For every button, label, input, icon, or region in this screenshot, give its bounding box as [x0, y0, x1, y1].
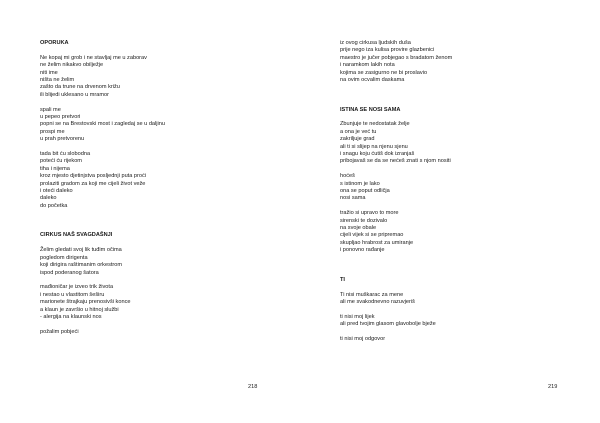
verse-line: niti ime: [40, 69, 58, 76]
verse-line: ti nisi moj odgovor: [340, 336, 386, 343]
stanza: [40, 151, 270, 210]
stanza: [40, 329, 270, 336]
verse-line: i ponovno rađanje: [340, 247, 385, 254]
verse-line: nosi sama: [340, 195, 366, 202]
verse-line: u pepeo pretvori: [40, 114, 81, 121]
verse-line: tiha i nijema: [40, 165, 70, 172]
right-page-text-column: [340, 40, 570, 344]
verse-line: kojima se zasigurno ne bi proslavio: [340, 69, 428, 76]
poem-title: CIRKUS NAŠ SVAGDAŠNJI: [40, 232, 113, 239]
stanza: [340, 121, 570, 165]
verse-line: daleko: [40, 195, 57, 202]
verse-line: ona se poput odličja: [340, 188, 390, 195]
page-number: 219: [548, 384, 558, 390]
verse-line: marionete štrajkaju prenosivši konce: [40, 299, 131, 306]
stanza: [340, 40, 570, 84]
verse-line: na ovim ocvalim daskama: [340, 77, 405, 84]
verse-line: kroz mjesto djetinjstva posljednji puta proći: [40, 173, 147, 180]
verse-line: Zbunjuje te nedostatak želje: [340, 121, 410, 128]
verse-line: ti nisi moj lijek: [340, 313, 375, 320]
verse-line: hoćeš: [340, 173, 355, 180]
verse-line: ali ti si slijep na njenu sjenu: [340, 143, 408, 150]
stanza: [340, 292, 570, 307]
verse-line: prolaziti gradom za koji me cijeli život veže: [40, 180, 146, 187]
stanza: [40, 107, 270, 144]
verse-line: i nestao u vlastitom šeširu: [40, 291, 105, 298]
verse-line: maestro je jučer pobjegao s bradatom ženom: [340, 54, 453, 61]
poem-title: OPORUKA: [40, 40, 69, 46]
verse-line: tražio si upravo to more: [340, 210, 399, 217]
stanza: [340, 336, 570, 343]
page-number: 218: [248, 384, 258, 390]
verse-line: iz ovog cirkusa ljudskih duša: [340, 40, 411, 46]
verse-line: i oteći daleko: [40, 188, 73, 195]
poem-title: TI: [340, 276, 345, 283]
verse-line: zakriljuje grad: [340, 136, 375, 143]
right-page: [300, 0, 600, 423]
verse-line: na svoje obale: [340, 225, 377, 232]
verse-line: prospi me: [40, 128, 65, 135]
verse-line: Ne kopaj mi grob i ne stavljaj me u zaborav: [40, 54, 147, 61]
verse-line: poteći ću rijekom: [40, 158, 82, 165]
verse-line: Želim gledati svoj lik tuđim očima: [40, 247, 122, 254]
verse-line: - alergija na klaunski nos: [40, 313, 102, 320]
verse-line: cijeli vijek si se pripremao: [340, 232, 404, 239]
verse-line: zašto da trune na drvenom križu: [40, 84, 120, 91]
stanza: [340, 314, 570, 329]
verse-line: u prah pretvorenu: [40, 136, 85, 143]
verse-line: pribojavaš se da se nećeš znati s njom nositi: [340, 158, 451, 165]
verse-line: prije nego iza kulisa provire glazbenici: [340, 47, 435, 54]
verse-line: ne želim nikakvo obilježje: [40, 62, 104, 69]
verse-line: i naramkom lakih nota: [340, 62, 395, 69]
verse-line: koji dirigira raštimanim orkestrom: [40, 262, 123, 269]
poem-title: ISTINA SE NOSI SAMA: [340, 106, 401, 113]
verse-line: tada bit ću slobodna: [40, 151, 91, 158]
verse-line: sirenski te dozivalo: [340, 217, 388, 224]
verse-line: ali me svakodnevno razuvjeriš: [340, 299, 415, 306]
stanza: [340, 210, 570, 254]
verse-line: spali me: [40, 106, 61, 113]
verse-line: ispod poderanog šatora: [40, 269, 99, 276]
verse-line: ali pred tvojim glasom glavobolje bježe: [340, 321, 436, 328]
stanza: [340, 173, 570, 203]
verse-line: a ona je već tu: [340, 128, 377, 135]
verse-line: i snagu koju ćutiš dok izranjaš: [340, 151, 415, 158]
verse-line: popni se na Brestovski most i zagledaj se u daljinu: [40, 121, 165, 128]
verse-line: požalim pobjeći: [40, 328, 79, 335]
verse-line: ništa ne želim: [40, 77, 75, 84]
left-page-text-column: [40, 40, 270, 336]
verse-line: pogledom dirigenta: [40, 254, 88, 261]
verse-line: a klaun je završio u hitnoj službi: [40, 306, 119, 313]
verse-line: do početka: [40, 202, 68, 209]
verse-line: mađioničar je izveo trik života: [40, 284, 114, 291]
stanza: [40, 284, 270, 321]
verse-line: skupljao hrabrost za umiranje: [340, 239, 414, 246]
stanza: [40, 55, 270, 99]
verse-line: s istinom je lako: [340, 180, 380, 187]
verse-line: ili blijedi uklesano u mramor: [40, 91, 110, 98]
stanza: [40, 247, 270, 277]
verse-line: Ti nisi muškarac za mene: [340, 291, 404, 298]
